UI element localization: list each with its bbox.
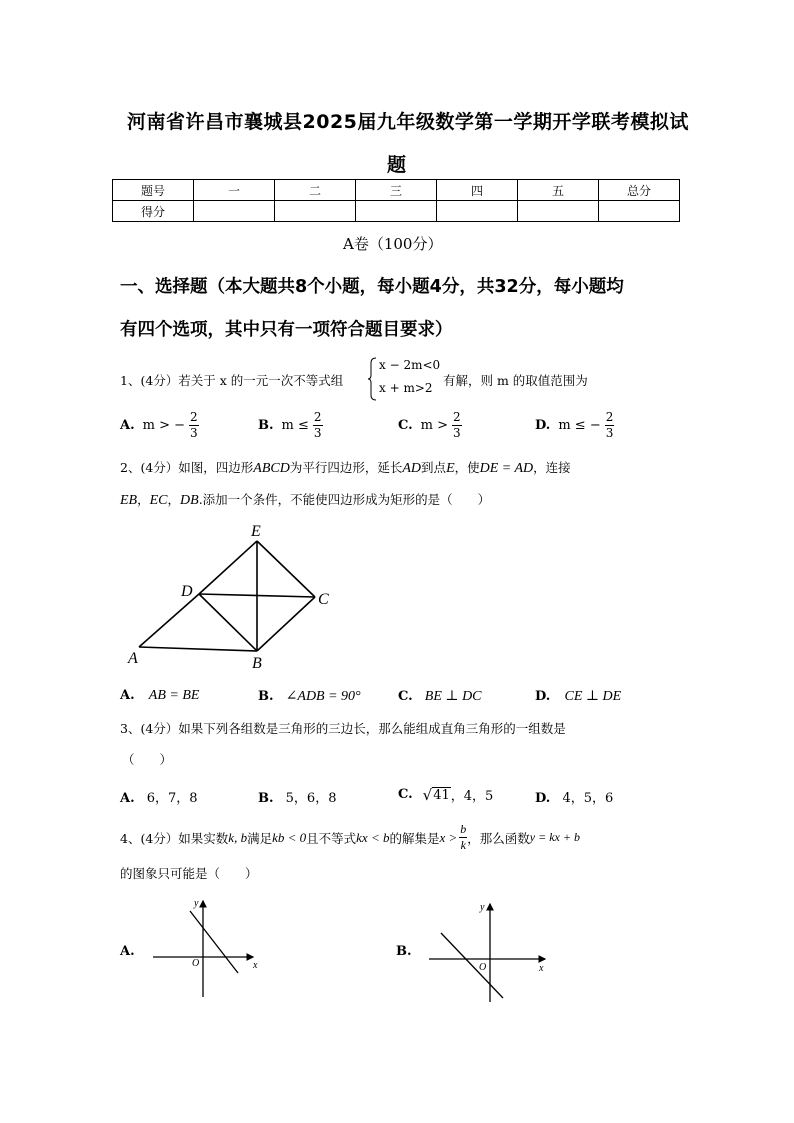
option-a[interactable] (120, 410, 199, 441)
option-text: 6，7，8 (146, 791, 198, 806)
table-cell: 五 (518, 180, 599, 201)
point-label-e: E (251, 523, 261, 540)
question-4-line-1 (120, 822, 580, 853)
math-abcd: ABCD (253, 461, 290, 476)
option-d[interactable] (535, 688, 621, 705)
fraction-numerator: 2 (190, 410, 198, 424)
option-label: B. (258, 418, 274, 433)
table-cell: 总分 (599, 180, 680, 201)
brace-icon (367, 357, 377, 401)
table-cell: 一 (194, 180, 275, 201)
question-4-line-2: 的图象只可能是（ ） (120, 866, 258, 881)
option-text: ∠ADB = 90° (285, 689, 361, 704)
option-label: A. (120, 791, 135, 806)
option-text: 4，5，6 (562, 791, 614, 806)
option-label: D. (535, 791, 551, 806)
table-cell: 二 (275, 180, 356, 201)
q2-text: 2、(4分）如图，四边形 (120, 460, 254, 475)
fraction-denominator: 3 (190, 426, 198, 440)
function-line (441, 933, 503, 998)
option-text: BE ⊥ DC (424, 689, 482, 704)
fraction-denominator: 3 (605, 426, 614, 440)
point-label-c: C (318, 591, 329, 608)
option-label: B. (258, 689, 274, 704)
math-ad: AD (402, 461, 422, 476)
option-label: D. (535, 418, 551, 433)
fraction-denominator: k (460, 838, 466, 852)
option-b[interactable] (258, 410, 323, 441)
parallelogram-figure (125, 518, 340, 673)
segment-ec (257, 541, 315, 597)
option-c[interactable] (398, 688, 482, 705)
table-cell-empty (599, 201, 680, 222)
fraction-numerator: b (460, 822, 467, 836)
math-function: y = kx + b (529, 830, 580, 844)
graph-option-b[interactable] (427, 898, 552, 1008)
option-text: m > (420, 418, 449, 433)
fraction (605, 410, 615, 441)
question-1-prefix: 1、(4分）若关于 x 的一元一次不等式组 (120, 373, 344, 388)
score-table-score-row (113, 201, 680, 222)
fraction (189, 410, 199, 441)
fraction-numerator: 2 (313, 410, 322, 424)
separator: ， (137, 492, 150, 507)
q2-text: 为平行四边形，延长 (289, 460, 403, 475)
table-cell-empty (194, 201, 275, 222)
segment-bc (257, 597, 315, 651)
option-b[interactable] (258, 688, 361, 705)
table-cell: 四 (437, 180, 518, 201)
fraction (459, 822, 467, 853)
option-c[interactable] (398, 785, 493, 804)
score-table (112, 179, 680, 222)
table-cell-empty (437, 201, 518, 222)
score-table-header-row (113, 180, 680, 201)
question-2-line-2 (120, 490, 490, 509)
option-a[interactable] (120, 944, 135, 959)
option-label: D. (535, 689, 551, 704)
math-ec: EC (149, 493, 168, 508)
inequality-system-line-1: x − 2m<0 (379, 358, 441, 372)
sqrt-symbol: √ (422, 785, 433, 804)
segment-ab (139, 647, 257, 651)
option-label: C. (398, 689, 413, 704)
q4-text: 4、(4分）如果实数 (120, 830, 229, 846)
option-label: A. (120, 688, 135, 703)
sqrt-radicand: 41 (433, 787, 450, 803)
y-axis-label: y (194, 898, 199, 909)
section-heading-continued: 有四个选项，其中只有一项符合题目要求） (120, 320, 453, 340)
table-cell-empty (356, 201, 437, 222)
point-label-b: B (252, 655, 262, 672)
option-text: AB = BE (148, 688, 200, 703)
question-1-suffix: 有解，则 m 的取值范围为 (443, 373, 588, 388)
math-de-eq-ad: DE = AD (479, 461, 534, 476)
option-text: ，4，5 (450, 789, 494, 804)
q4-text: 的解集是 (389, 830, 440, 846)
option-text: CE ⊥ DE (564, 689, 622, 704)
table-cell: 题号 (113, 180, 194, 201)
x-axis-label: x (253, 960, 258, 971)
table-cell: 三 (356, 180, 437, 201)
q2-text: ，使 (454, 460, 480, 475)
point-label-d: D (181, 583, 193, 600)
option-b[interactable] (396, 944, 412, 959)
q4-text: ，那么函数 (467, 830, 530, 846)
segment-ad (139, 594, 199, 647)
document-title-continued: 题 (387, 154, 407, 176)
table-cell-empty (518, 201, 599, 222)
option-c[interactable] (398, 410, 462, 441)
fraction-numerator: 2 (453, 410, 461, 424)
segment-db (199, 594, 257, 651)
option-label: A. (120, 418, 135, 433)
fraction-denominator: 3 (453, 426, 461, 440)
fraction (452, 410, 462, 441)
math-kb-lt-0: kb < 0 (272, 829, 307, 845)
q2-text: .添加一个条件，不能使四边形成为矩形的是（ ） (198, 492, 491, 507)
option-d[interactable] (535, 787, 613, 806)
q2-text: 到点 (421, 460, 447, 475)
table-cell: 得分 (113, 201, 194, 222)
origin-label: O (192, 958, 200, 969)
option-text: 5，6，8 (285, 791, 337, 806)
question-3-line-2: （ ） (122, 752, 173, 767)
q4-text: 满足 (247, 830, 273, 846)
math-e: E (446, 461, 455, 476)
option-label: B. (258, 791, 274, 806)
y-axis-label: y (480, 902, 485, 913)
option-label: C. (398, 418, 413, 433)
origin-label: O (479, 962, 487, 973)
option-b[interactable] (258, 787, 336, 806)
fraction-numerator: 2 (605, 410, 614, 424)
math-db: DB (180, 493, 199, 508)
option-d[interactable] (535, 410, 614, 441)
math-kx-lt-b: kx < b (356, 829, 390, 845)
option-label: C. (398, 787, 413, 802)
math-x-gt: x > (439, 829, 458, 845)
math-kb: k, b (228, 829, 248, 845)
question-2-line-1 (120, 458, 571, 477)
document-title: 河南省许昌市襄城县2025届九年级数学第一学期开学联考模拟试 (127, 111, 689, 133)
table-cell-empty (275, 201, 356, 222)
graph-option-a[interactable] (150, 893, 265, 1003)
q2-text: ，连接 (533, 460, 571, 475)
volume-title: A卷（100分） (343, 235, 443, 253)
option-a[interactable] (120, 787, 198, 806)
question-3-line-1: 3、(4分）如果下列各组数是三角形的三边长，那么能组成直角三角形的一组数是 (120, 721, 566, 736)
point-label-a: A (128, 650, 138, 667)
option-text: m ≤ − (558, 418, 601, 433)
segment-de (199, 541, 257, 594)
q4-text: 且不等式 (306, 830, 357, 846)
option-label: A. (120, 944, 135, 959)
option-text: m ≤ (281, 418, 309, 433)
option-a[interactable] (120, 688, 199, 704)
section-heading: 一、选择题（本大题共8个小题，每小题4分，共32分，每小题均 (120, 277, 624, 297)
fraction-denominator: 3 (313, 426, 322, 440)
option-label: B. (396, 944, 412, 959)
x-axis-label: x (539, 963, 544, 974)
option-text: m > − (142, 418, 186, 433)
math-eb: EB (120, 493, 138, 508)
fraction (313, 410, 323, 441)
inequality-system-line-2: x + m>2 (379, 381, 433, 395)
separator: ， (167, 492, 181, 507)
